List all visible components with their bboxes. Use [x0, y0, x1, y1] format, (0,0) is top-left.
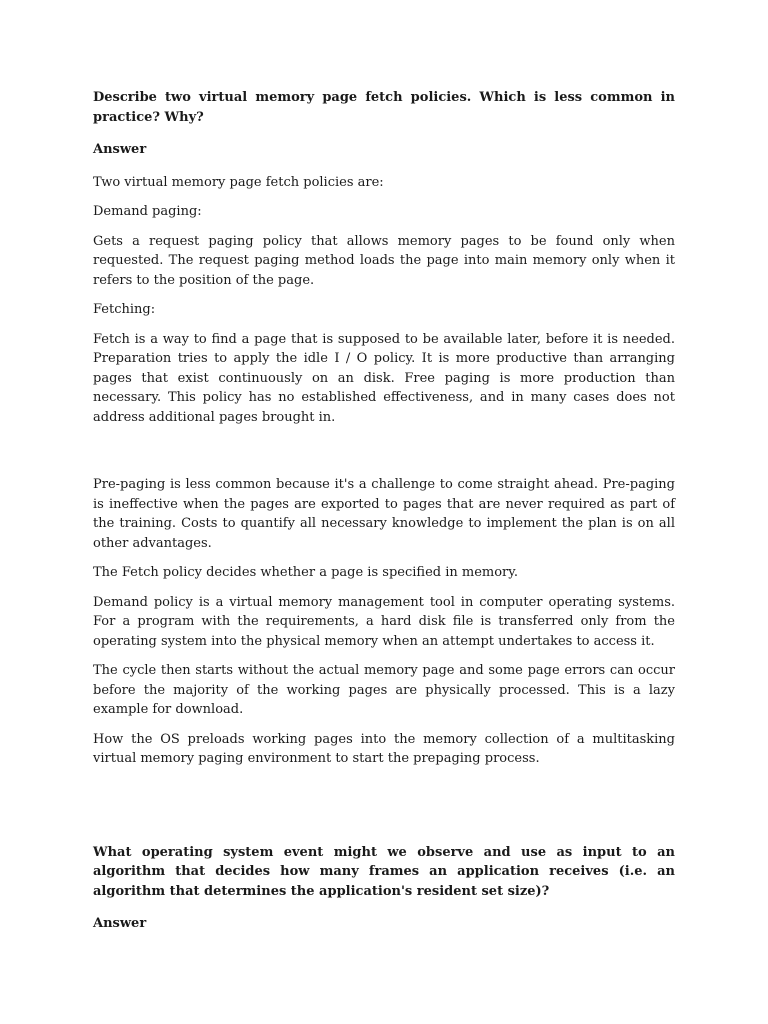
paragraph-demand-paging: Gets a request paging policy that allows memory pages to be found only when requested. The request paging method loads the page into main memory only when it refers to the position of the page.: [93, 233, 675, 288]
paragraph-intro: Two virtual memory page fetch policies are:: [93, 174, 384, 190]
paragraph-fetching: Fetch is a way to find a page that is supposed to be available later, before it is needed. Preparation tries to apply the idle I / O policy. It is more productive than arranging pages that exist continuously on an disk. Free paging is more production than necessary. This policy has no established effectiveness, and in many cases does not address additional pages brought in.: [93, 331, 675, 425]
heading-demand-paging: Demand paging:: [93, 204, 202, 219]
document-page: [93, 88, 675, 947]
question-1: Describe two virtual memory page fetch policies. Which is less common in practice? Why?: [93, 90, 675, 125]
question-2: What operating system event might we observe and use as input to an algorithm that decides how many frames an application receives (i.e. an algorithm that determines the application's resident set size)?: [93, 844, 675, 899]
paragraph-pre-paging: Pre-paging is less common because it's a challenge to come straight ahead. Pre-paging is ineffective when the pages are exported to pages that are never required as part of the training. Costs to quantify all necessary knowledge to implement the plan is on all other advantages.: [93, 477, 675, 551]
paragraph-demand-policy: Demand policy is a virtual memory management tool in computer operating systems. For a program with the requirements, a hard disk file is transferred only from the operating system into the physical memory when an attempt undertakes to access it.: [93, 594, 675, 649]
paragraph-fetch-policy: The Fetch policy decides whether a page is specified in memory.: [93, 565, 519, 580]
paragraph-cycle: The cycle then starts without the actual memory page and some page errors can occur before the majority of the working pages are physically processed. This is a lazy example for download.: [93, 663, 675, 717]
answer-label-2: Answer: [93, 916, 147, 931]
spacer: [93, 437, 675, 475]
answer-label-1: Answer: [93, 142, 147, 157]
heading-fetching: Fetching:: [93, 302, 156, 317]
paragraph-preloads: How the OS preloads working pages into the memory collection of a multitasking virtual memory paging environment to start the prepaging process.: [93, 731, 675, 766]
spacer: [93, 779, 675, 843]
